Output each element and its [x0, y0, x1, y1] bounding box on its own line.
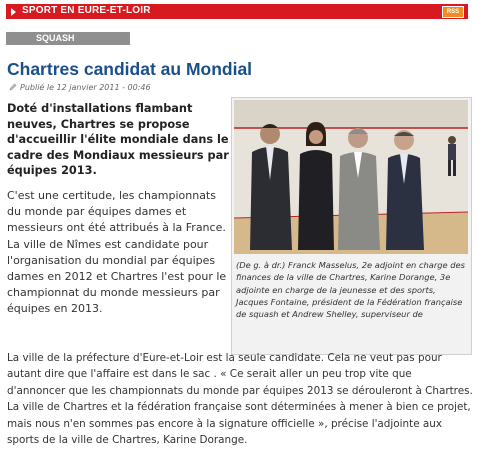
article-paragraph-1: C'est une certitude, les championnats du monde par équipes dames et messieurs ont été attribués à la France. La ville de Nîmes est candidate pour l'organisation du mondial par équipes dames en 2012 et Chartres l'est pour le championnat du monde messieurs par équipes en 2013. — [7, 189, 227, 316]
article-paragraph-2: La ville de la préfecture d'Eure-et-Loir est la seule candidate. Cela ne veut pas pour autant dire que l'affaire est dans le sac . « Ce serait aller un peu trop vite que d'annoncer que les championnats du monde par équipes 2013 se dérouleront à Chartres. La ville de Chartres et la fédération française sont déterminées à mener à bien ce projet, mais nous n'en sommes pas encore à la signature officielle », précise l'adjointe aux sports de la ville de Chartres, Karine Dorange. — [7, 352, 473, 447]
section-title[interactable]: SPORT EN EURE-ET-LOIR — [22, 5, 151, 16]
photo-caption: (De g. à dr.) Franck Masselus, 2e adjoint en charge des finances de la ville de Chartres, Karine Dorange, 3e adjointe en charge de la jeunesse et des sports, Jacques Fontaine, président de la Fédération française de squash et Andrew Shelley, superviseur de — [236, 260, 465, 320]
pen-icon — [9, 83, 17, 91]
article-title: Chartres candidat au Mondial — [7, 59, 253, 79]
arrow-right-icon — [11, 8, 16, 16]
photo-illustration — [234, 100, 468, 254]
section-header-bar — [6, 4, 468, 19]
rss-icon[interactable]: RSS — [442, 6, 464, 18]
article-lead: Doté d'installations flambant neuves, Chartres se propose d'accueillir l'élite mondiale dans le cadre des Mondiaux messieurs par équipes 2013. — [7, 102, 229, 177]
article-figure — [231, 97, 472, 355]
category-label: SQUASH — [36, 33, 75, 43]
publish-date — [9, 83, 151, 92]
publish-date-text: Publié le 12 janvier 2011 - 00:46 — [20, 83, 151, 92]
article-photo[interactable] — [234, 100, 468, 254]
category-tag[interactable] — [6, 32, 130, 45]
